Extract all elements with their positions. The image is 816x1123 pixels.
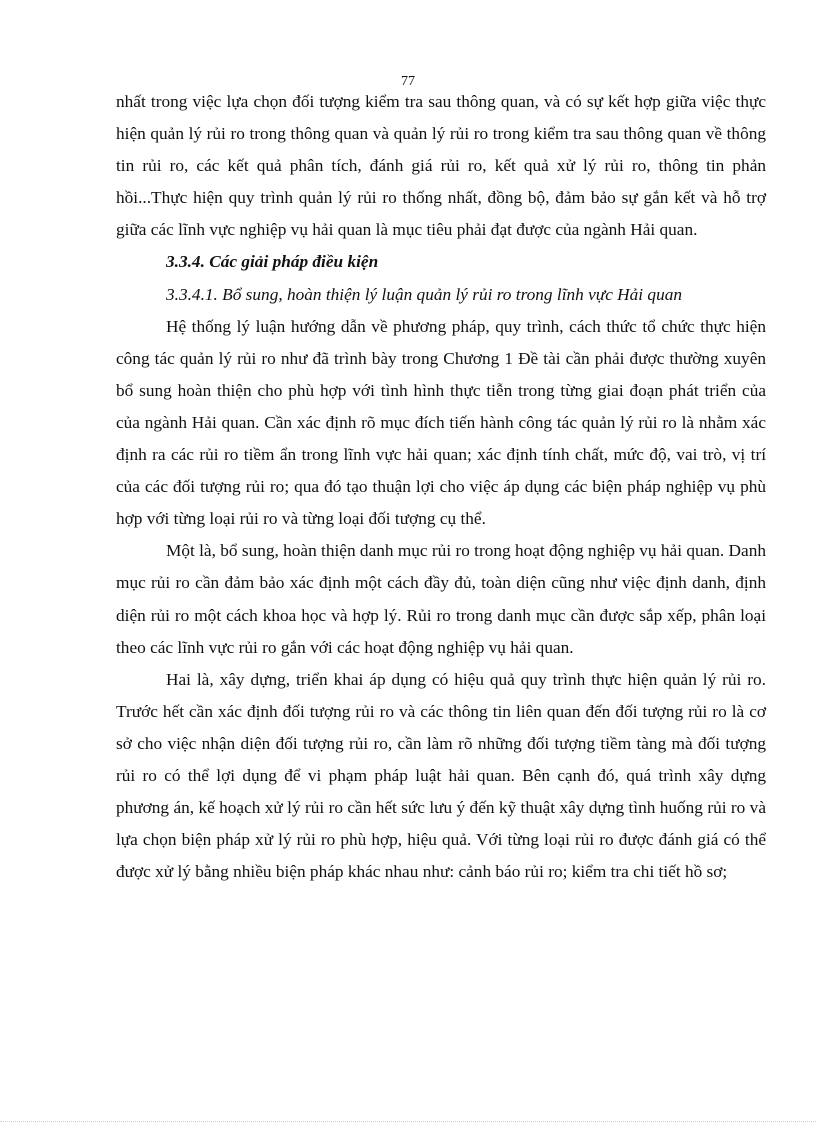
- page-number: 77: [401, 74, 415, 89]
- section-heading: 3.3.4. Các giải pháp điều kiện: [166, 252, 379, 272]
- document-body: [116, 86, 766, 888]
- paragraph-risk-process: Hai là, xây dựng, triển khai áp dụng có hiệu quả quy trình thực hiện quản lý rủi ro. Trước hết cần xác định đối tượng rủi ro và các thông tin liên quan đến đối tượng rủi ro là cơ sở cho việc nhận diện đối tượng rủi ro, cần làm rõ những đối tượng tiềm tàng mà đối tượng rủi ro có thể lợi dụng để vi phạm pháp luật hải quan. Bên cạnh đó, quá trình xây dựng phương án, kế hoạch xử lý rủi ro cần hết sức lưu ý đến kỹ thuật xây dựng tình huống rủi ro và lựa chọn biện pháp xử lý rủi ro phù hợp, hiệu quả. Với từng loại rủi ro được đánh giá có thể được xử lý bằng nhiều biện pháp khác nhau như: cảnh báo rủi ro; kiểm tra chi tiết hồ sơ;: [116, 669, 766, 882]
- page-bottom-divider: [0, 1121, 816, 1122]
- paragraph-theory-system: Hệ thống lý luận hướng dẫn về phương pháp, quy trình, cách thức tổ chức thực hiện công tác quản lý rủi ro như đã trình bày trong Chương 1 Đề tài cần phải được thường xuyên bổ sung hoàn thiện cho phù hợp với tình hình thực tiễn trong từng giai đoạn phát triển của của ngành Hải quan. Cần xác định rõ mục đích tiến hành công tác quản lý rủi ro là nhằm xác định ra các rủi ro tiềm ẩn trong lĩnh vực hải quan; xác định tính chất, mức độ, vai trò, vị trí của các đối tượng rủi ro; qua đó tạo thuận lợi cho việc áp dụng các biện pháp nghiệp vụ phù hợp với từng loại rủi ro và từng loại đối tượng cụ thể.: [116, 316, 766, 529]
- paragraph-continuation: nhất trong việc lựa chọn đối tượng kiểm tra sau thông quan, và có sự kết hợp giữa việc thực hiện quản lý rủi ro trong thông quan và quản lý rủi ro trong kiểm tra sau thông quan về thông tin rủi ro, các kết quả phân tích, đánh giá rủi ro, kết quả xử lý rủi ro, thông tin phản hồi...Thực hiện quy trình quản lý rủi ro thống nhất, đồng bộ, đảm bảo sự gắn kết và hỗ trợ giữa các lĩnh vực nghiệp vụ hải quan là mục tiêu phải đạt được của ngành Hải quan.: [116, 92, 766, 240]
- subsection-heading: 3.3.4.1. Bổ sung, hoàn thiện lý luận quản lý rủi ro trong lĩnh vực Hải quan: [166, 284, 682, 304]
- paragraph-risk-catalog: Một là, bổ sung, hoàn thiện danh mục rủi ro trong hoạt động nghiệp vụ hải quan. Danh mục rủi ro cần đảm bảo xác định một cách đầy đủ, toàn diện cũng như việc định danh, định diện rủi ro một cách khoa học và hợp lý. Rủi ro trong danh mục cần được sắp xếp, phân loại theo các lĩnh vực rủi ro gắn với các hoạt động nghiệp vụ hải quan.: [116, 541, 766, 657]
